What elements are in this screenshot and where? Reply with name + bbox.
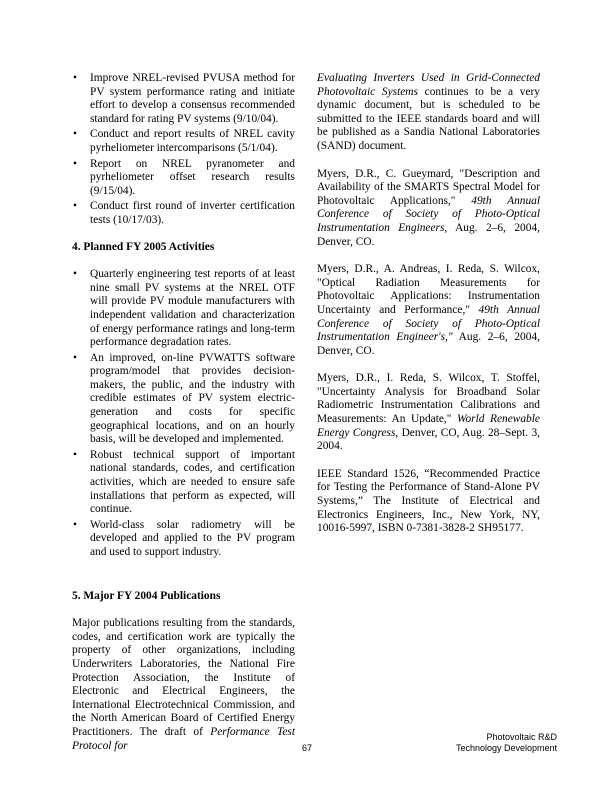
list-item: • World-class solar radiometry will be developed and applied to the PV program and used to support industry.: [73, 518, 295, 558]
planned-bullet-list: [72, 268, 295, 559]
bullet-icon: •: [73, 157, 77, 170]
bullet-icon: •: [73, 128, 77, 141]
bullet-icon: •: [73, 200, 77, 213]
footer-line-division: Technology Development: [455, 743, 557, 753]
bullet-icon: •: [73, 518, 77, 531]
list-item: • An improved, on-line PVWATTS software program/model that provides decision-makers, the public, and the industry with credible estimates of PV system electric-generation and costs for specific geographical locations, and on an hourly basis, will be developed and implemented.: [73, 351, 295, 446]
reference-entry: Myers, D.R., A. Andreas, I. Reda, S. Wilcox, "Optical Radiation Measurements for Photovoltaic Applications: Instrumentation Uncertainty and Performance," 49th Annual Conference of Society of Photo-Optical Instrumentation Engineer's," Aug. 2–6, 2004, Denver, CO.: [317, 263, 540, 357]
page-number: 67: [302, 743, 313, 753]
list-item: • Improve NREL-revised PVUSA method for PV system performance rating and initiate effort to develop a consensus recommended standard for rating PV systems (9/10/04).: [73, 72, 295, 125]
right-column: [317, 72, 540, 536]
list-item: • Conduct first round of inverter certification tests (10/17/03).: [73, 200, 295, 226]
reference-entry: IEEE Standard 1526, “Recommended Practice for Testing the Performance of Stand-Alone PV Systems,” The Institute of Electrical and Electronics Engineers, Inc., New York, NY, 10016-5997, ISBN 0-7381-3828-2 SH95177.: [317, 467, 540, 535]
reference-entry: Myers, D.R., I. Reda, S. Wilcox, T. Stoffel, "Uncertainty Analysis for Broadband Solar Radiometric Instrumentation Calibrations and Measurements: An Update," World Renewable Energy Congress, Denver, CO, Aug. 28–Sept. 3, 2004.: [317, 372, 540, 453]
bullet-icon: •: [73, 351, 77, 364]
list-item: • Quarterly engineering test reports of at least nine small PV systems at the NREL OTF will provide PV module manufacturers with independent validation and characterization of energy performance ratings and long-term performance degradation rates.: [73, 268, 295, 349]
left-column: [72, 72, 295, 753]
bullet-icon: •: [73, 72, 77, 84]
footer-line-program: Photovoltaic R&D: [486, 732, 557, 742]
list-item: • Report on NREL pyranometer and pyrheliometer offset research results (9/15/04).: [73, 157, 295, 197]
list-item: • Robust technical support of important national standards, codes, and certification activities, which are needed to ensure safe installations that perform as expected, will continue.: [73, 448, 295, 516]
section-heading-publications: 5. Major FY 2004 Publications: [72, 589, 221, 602]
running-footer: [456, 732, 557, 754]
continued-paragraph: Evaluating Inverters Used in Grid-Connected Photovoltaic Systems continues to be a very dynamic document, but is scheduled to be submitted to the IEEE standards board and will be published as a Sandia National Laboratories (SAND) document.: [317, 72, 540, 152]
section-heading-planned: 4. Planned FY 2005 Activities: [72, 240, 215, 253]
results-bullet-list: [72, 72, 295, 228]
publications-paragraph: Major publications resulting from the standards, codes, and certification work are typically the property of other organizations, including Underwriters Laboratories, the National Fire Protection Association, the Institute of Electronic and Electrical Engineers, the International Electrotechnical Commission, and the North American Board of Certified Energy Practitioners. The draft of Performance Test Protocol for: [72, 617, 295, 752]
reference-entry: Myers, D.R., C. Gueymard, "Description and Availability of the SMARTS Spectral Model for Photovoltaic Applications," 49th Annual Conference of Society of Photo-Optical Instrumentation Engineers, Aug. 2–6, 2004, Denver, CO.: [317, 167, 541, 248]
bullet-icon: •: [73, 268, 77, 281]
bullet-icon: •: [73, 448, 77, 461]
list-item: • Conduct and report results of NREL cavity pyrheliometer intercomparisons (5/1/04).: [73, 128, 295, 154]
